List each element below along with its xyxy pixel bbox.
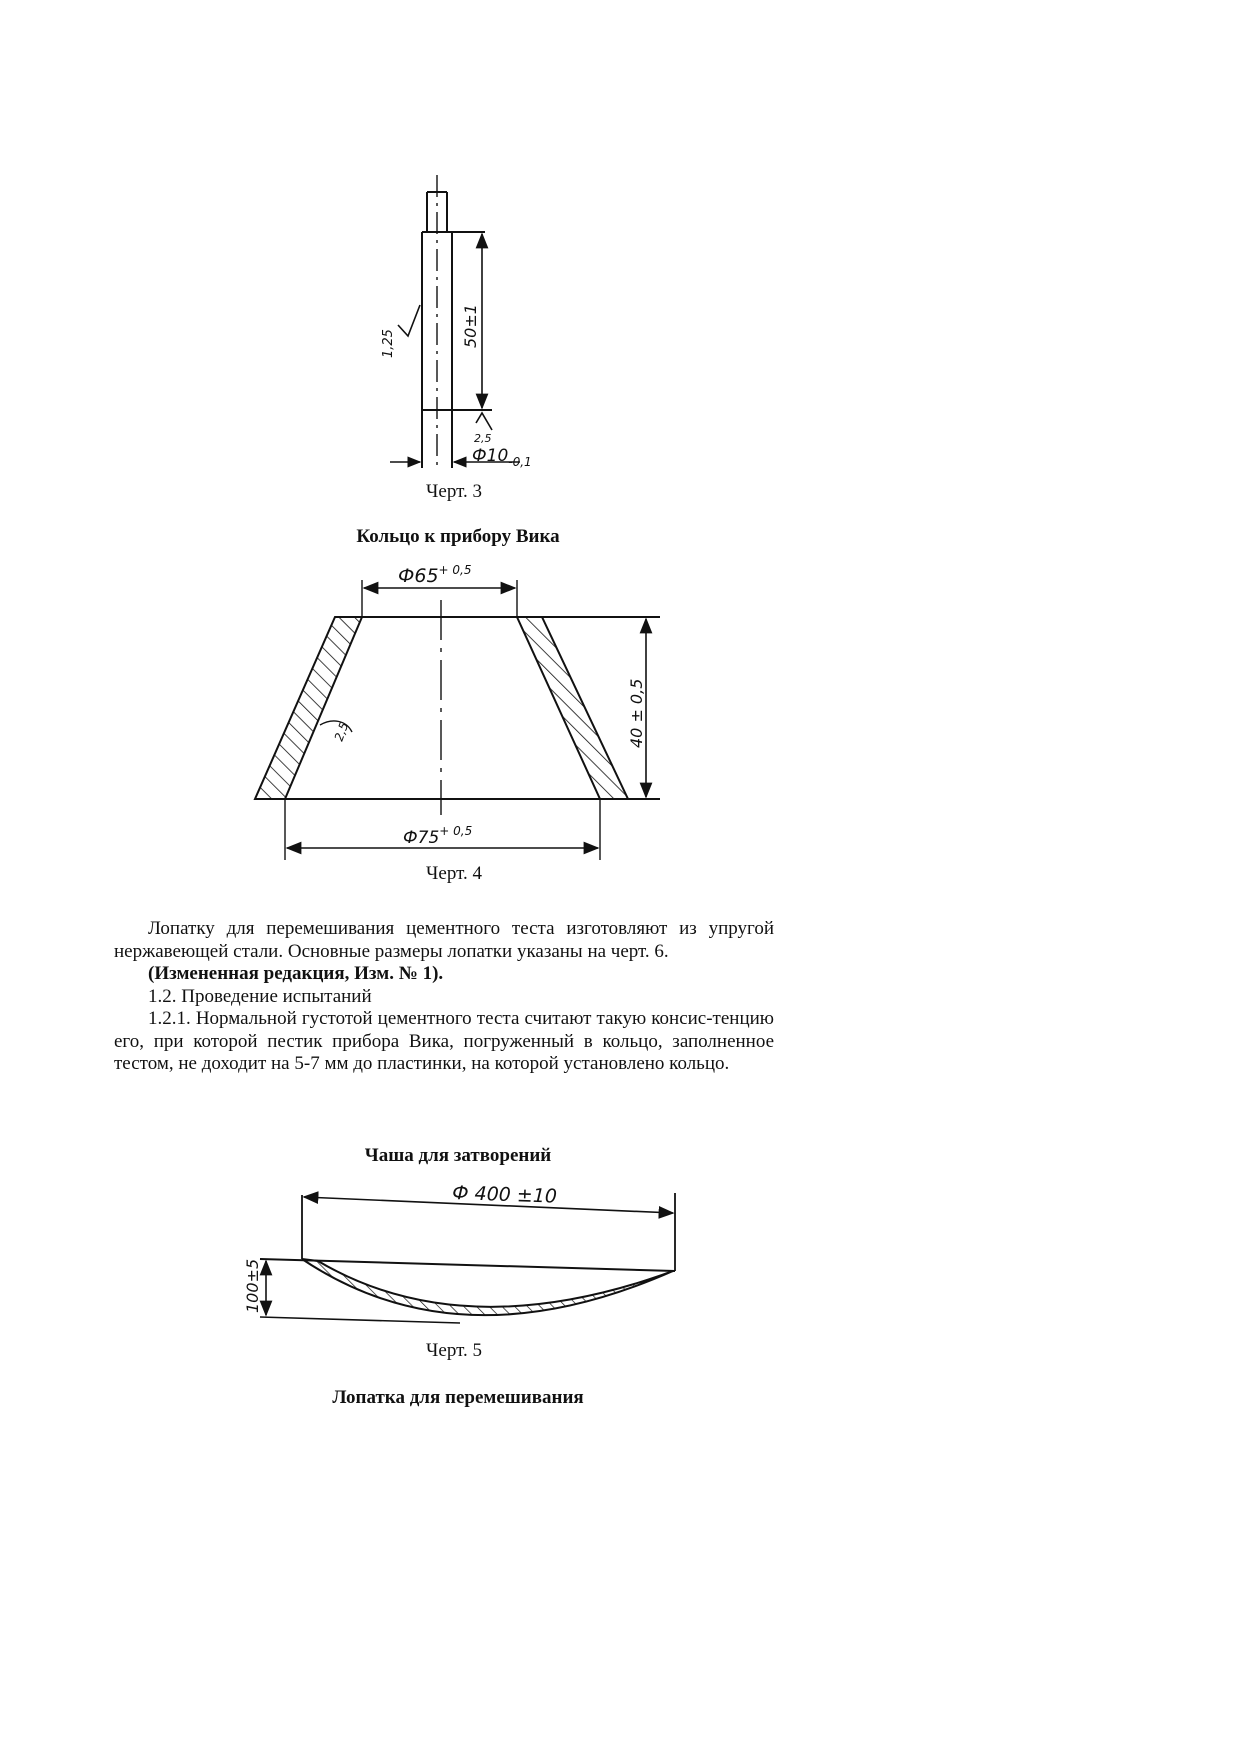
figure-5-caption: Черт. 5 (426, 1340, 482, 1361)
fig3-diameter: $Ф10_{-0,1}$ (472, 446, 532, 469)
ring-height-dimension: 40 ± 0,5 (627, 678, 646, 748)
fig3-length-dimension: 50±1 (461, 304, 480, 348)
ring-top-diameter: $Ф65^{+ 0,5}$ (398, 563, 472, 587)
ring-roughness: 2,5 (331, 720, 352, 744)
figure-3-caption: Черт. 3 (426, 481, 482, 502)
paragraph-normal-consistency: 1.2.1. Нормальной густотой цементного теста считают такую консис-тенцию его, при которой пестик прибора Вика, погруженный в кольцо, заполненное тестом, не доходит на 5-7 мм до пластинки, на которой установлено кольцо. (114, 1008, 774, 1074)
figure-5-bowl-drawing (230, 1175, 690, 1345)
figure-4-ring-drawing (250, 560, 680, 870)
section-heading-tests: 1.2. Проведение испытаний (148, 985, 372, 1007)
fig3-roughness-tip: 2,5 (474, 432, 492, 445)
bowl-diameter-dimension: Ф 400 ±10 (451, 1182, 558, 1208)
bowl-depth-dimension: 100±5 (243, 1258, 262, 1313)
paragraph-spatula-material: Лопатку для перемешивания цементного теста изготовляют из упругой нержавеющей стали. Основные размеры лопатки указаны на черт. 6. (114, 918, 774, 962)
ring-heading: Кольцо к прибору Вика (356, 526, 560, 547)
spatula-heading: Лопатка для перемешивания (332, 1387, 584, 1408)
bowl-heading: Чаша для затворений (364, 1145, 552, 1166)
figure-3-pestle-drawing (370, 170, 550, 480)
fig3-roughness-side: 1,25 (381, 329, 396, 358)
ring-bottom-diameter: $Ф75^{+ 0,5}$ (403, 824, 473, 848)
body-text (114, 918, 774, 1076)
paragraph-revision-note: (Измененная редакция, Изм. № 1). (148, 963, 444, 984)
figure-4-caption: Черт. 4 (426, 863, 482, 884)
